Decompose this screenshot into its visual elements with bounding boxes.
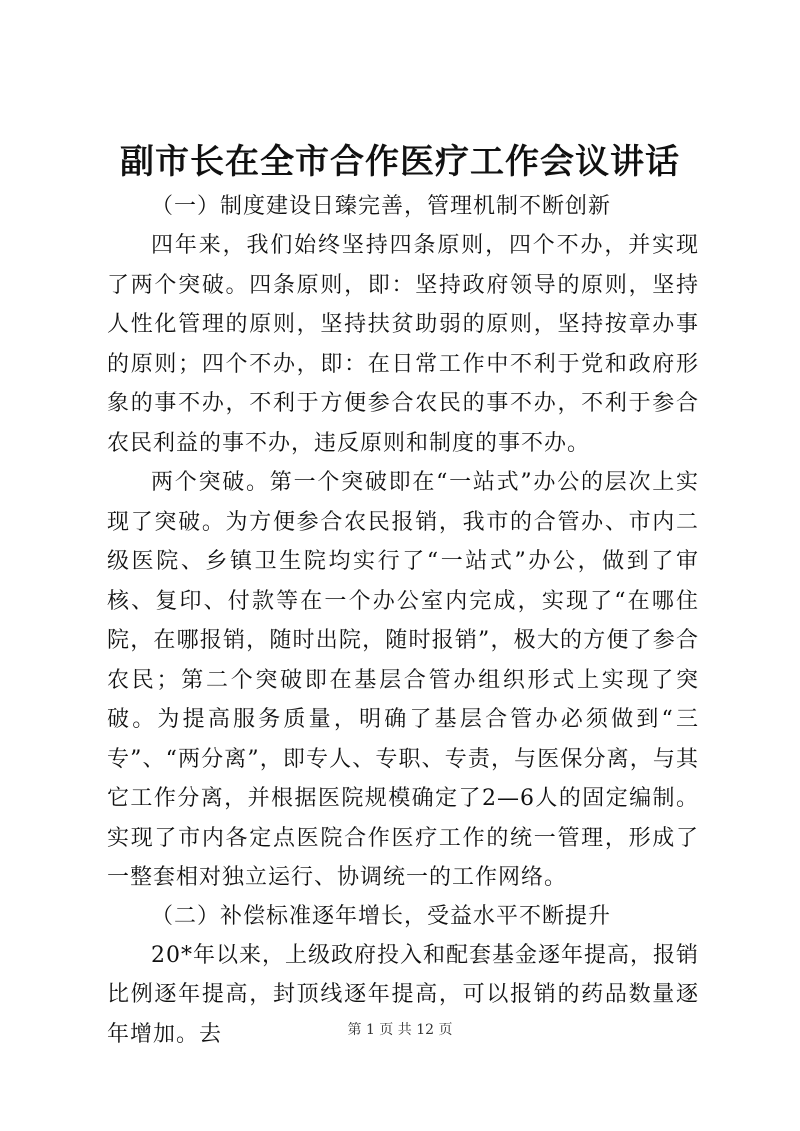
paragraph-principles: 四年来，我们始终坚持四条原则，四个不办，并实现了两个突破。四条原则，即：坚持政府领导的原则，坚持人性化管理的原则，坚持扶贫助弱的原则，坚持按章办事的原则；四个不办，即：在日常工作中不利于党和政府形象的事不办，不利于方便参合农民的事不办，不利于参合农民利益的事不办，违反原则和制度的事不办。: [107, 233, 699, 456]
paragraph-compensation: 20*年以来，上级政府投入和配套基金逐年提高，报销比例逐年提高，封顶线逐年提高，可以报销的药品数量逐年增加。去: [107, 942, 699, 1047]
paragraph-breakthroughs: 两个突破。第一个突破即在“一站式”办公的层次上实现了突破。为方便参合农民报销，我市的合管办、市内二级医院、乡镇卫生院均实行了“一站式”办公，做到了审核、复印、付款等在一个办公室内完成，实现了“在哪住院，在哪报销，随时出院，随时报销”，极大的方便了参合农民；第二个突破即在基层合管办组织形式上实现了突破。为提高服务质量，明确了基层合管办必须做到“三专”、“两分离”，即专人、专职、专责，与医保分离，与其它工作分离，并根据医院规模确定了2—6人的固定编制。实现了市内各定点医院合作医疗工作的统一管理，形成了一整套相对独立运行、协调统一的工作网络。: [107, 470, 699, 890]
document-body: [107, 188, 699, 1054]
section-heading-2: （二）补偿标准逐年增长，受益水平不断提升: [151, 903, 612, 929]
page-footer: 第 1 页 共 12 页: [347, 1022, 453, 1038]
document-title: 副市长在全市合作医疗工作会议讲话: [120, 142, 680, 182]
section-heading-1: （一）制度建设日臻完善，管理机制不断创新: [151, 194, 612, 219]
